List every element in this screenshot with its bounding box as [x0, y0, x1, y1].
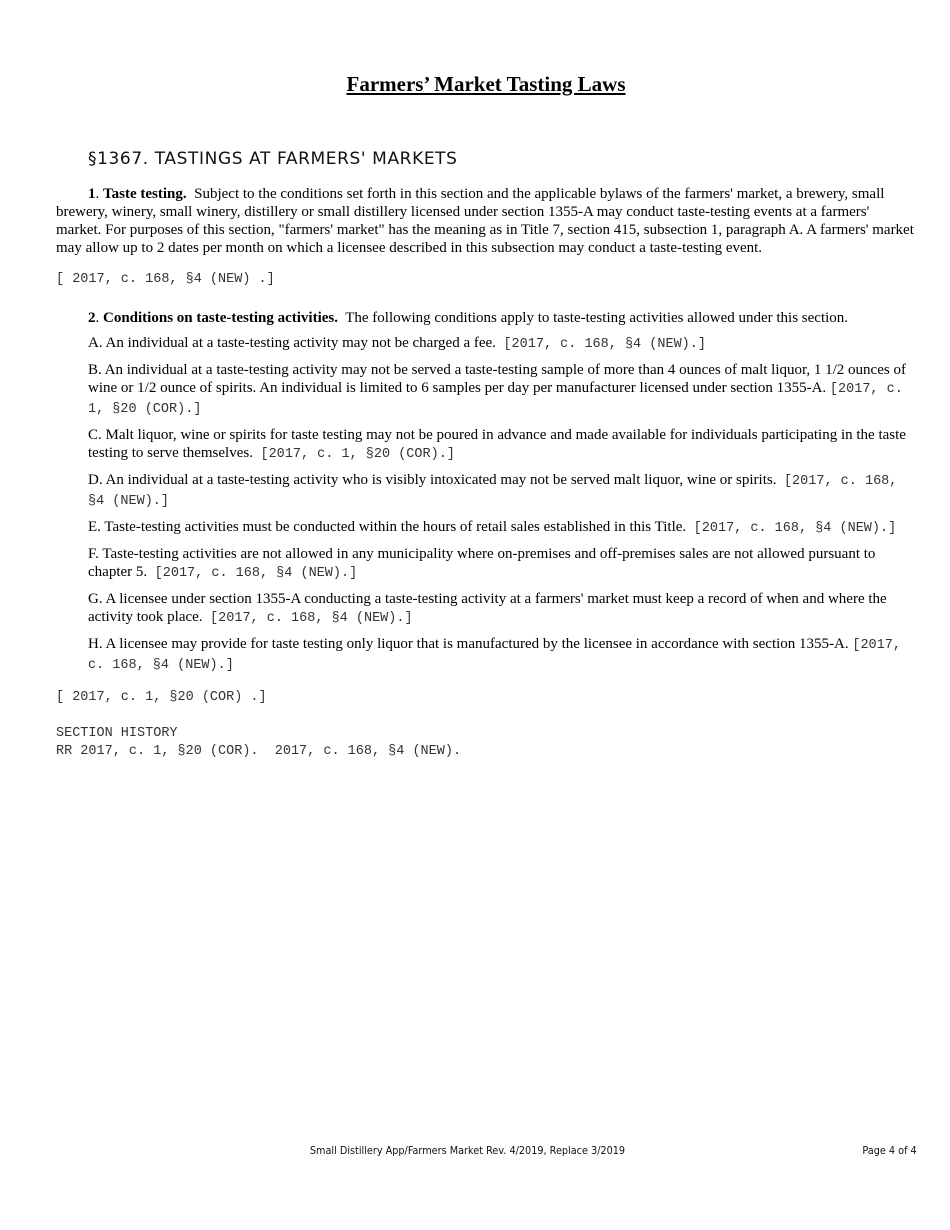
condition-item-a — [88, 334, 918, 354]
section-history-heading: SECTION HISTORY — [56, 726, 178, 741]
condition-text: A. An individual at a taste-testing activity may not be charged a fee. — [88, 335, 496, 351]
subsection-2-text: The following conditions apply to taste-testing activities allowed under this section. — [345, 310, 849, 326]
footer-page-number: Page 4 of 4 — [862, 1144, 917, 1157]
condition-text: E. Taste-testing activities must be conducted within the hours of retail sales established in this Title. — [88, 519, 687, 535]
section-history-text: RR 2017, c. 1, §20 (COR). 2017, c. 168, §4 (NEW). — [56, 744, 462, 759]
condition-text: G. A licensee under section 1355-A conducting a taste-testing activity at a farmers' market must keep a record of when and where the activity took place. — [88, 591, 887, 625]
footer-document-info: Small Distillery App/Farmers Market Rev. 4/2019, Replace 3/2019 — [309, 1144, 626, 1157]
condition-text: C. Malt liquor, wine or spirits for taste testing may not be poured in advance and made available for individuals participating in the taste testing to serve themselves. — [88, 427, 906, 461]
subsection-1-text: Subject to the conditions set forth in this section and the applicable bylaws of the farmers' market, a brewery, small brewery, winery, small winery, distillery or small distillery licensed under section 1355-A may conduct taste-testing events at a farmers' market. For purposes of this section, "farmers' market" has the meaning as in Title 7, section 415, subsection 1, paragraph A. A farmers' market may allow up to 2 dates per month on which a licensee described in this subsection may conduct a taste-testing event. — [56, 186, 914, 256]
condition-item-e — [88, 518, 918, 538]
subsection-2-heading: Conditions on taste-testing activities. — [103, 310, 338, 326]
subsection-2-number: 2 — [88, 310, 96, 326]
condition-citation: [2017, c. 168, §4 (NEW).] — [88, 474, 898, 509]
statute-body — [56, 185, 918, 761]
condition-citation: [2017, c. 168, §4 (NEW).] — [503, 337, 706, 352]
condition-item-d — [88, 471, 918, 511]
condition-text: F. Taste-testing activities are not allowed in any municipality where on-premises and off-premises sales are not allowed pursuant to chapter 5. — [88, 546, 876, 580]
condition-citation: [2017, c. 1, §20 (COR).] — [88, 382, 903, 417]
subsection-1-number: 1 — [88, 186, 96, 202]
condition-text: H. A licensee may provide for taste testing only liquor that is manufactured by the licensee in accordance with section 1355-A. — [88, 636, 849, 652]
condition-text: B. An individual at a taste-testing activity may not be served a taste-testing sample of more than 4 ounces of malt liquor, 1 1/2 ounces of wine or 1/2 ounce of spirits. An individual is limited to 6 samples per day per manufacturer licensed under section 1355-A. — [88, 362, 906, 396]
subsection-1: 1. Taste testing. Subject to the conditions set forth in this section and the applicable bylaws of the farmers' market, a brewery, small brewery, winery, small winery, distillery or small distillery licensed under section 1355-A may conduct taste-testing events at a farmers' market. For purposes of this section, "farmers' market" has the meaning as in Title 7, section 415, subsection 1, paragraph A. A farmers' market may allow up to 2 dates per month on which a licensee described in this subsection may conduct a taste-testing event. — [56, 186, 914, 256]
condition-citation: [2017, c. 168, §4 (NEW).] — [693, 521, 897, 536]
condition-text: D. An individual at a taste-testing activity who is visibly intoxicated may not be served malt liquor, wine or spirits. — [88, 472, 777, 488]
subsection-1-heading: Taste testing. — [103, 186, 187, 202]
subsection-2-citation: [ 2017, c. 1, §20 (COR) .] — [56, 690, 267, 705]
subsection-2: 2. Conditions on taste-testing activities. The following conditions apply to taste-testing activities allowed under this section. — [88, 310, 849, 326]
condition-item-c — [88, 426, 918, 464]
condition-item-f — [88, 545, 918, 583]
condition-citation: [2017, c. 1, §20 (COR).] — [260, 447, 455, 462]
condition-item-h — [88, 635, 918, 675]
condition-citation: [2017, c. 168, §4 (NEW).] — [210, 611, 413, 626]
condition-item-b — [88, 361, 918, 419]
page-title: Farmers’ Market Tasting Laws — [346, 72, 626, 96]
condition-citation: [2017, c. 168, §4 (NEW).] — [88, 638, 901, 673]
condition-item-g — [88, 590, 918, 628]
section-heading: §1367. TASTINGS AT FARMERS' MARKETS — [88, 149, 458, 169]
condition-citation: [2017, c. 168, §4 (NEW).] — [154, 566, 358, 581]
subsection-1-citation: [ 2017, c. 168, §4 (NEW) .] — [56, 272, 275, 287]
conditions-list — [56, 334, 918, 675]
